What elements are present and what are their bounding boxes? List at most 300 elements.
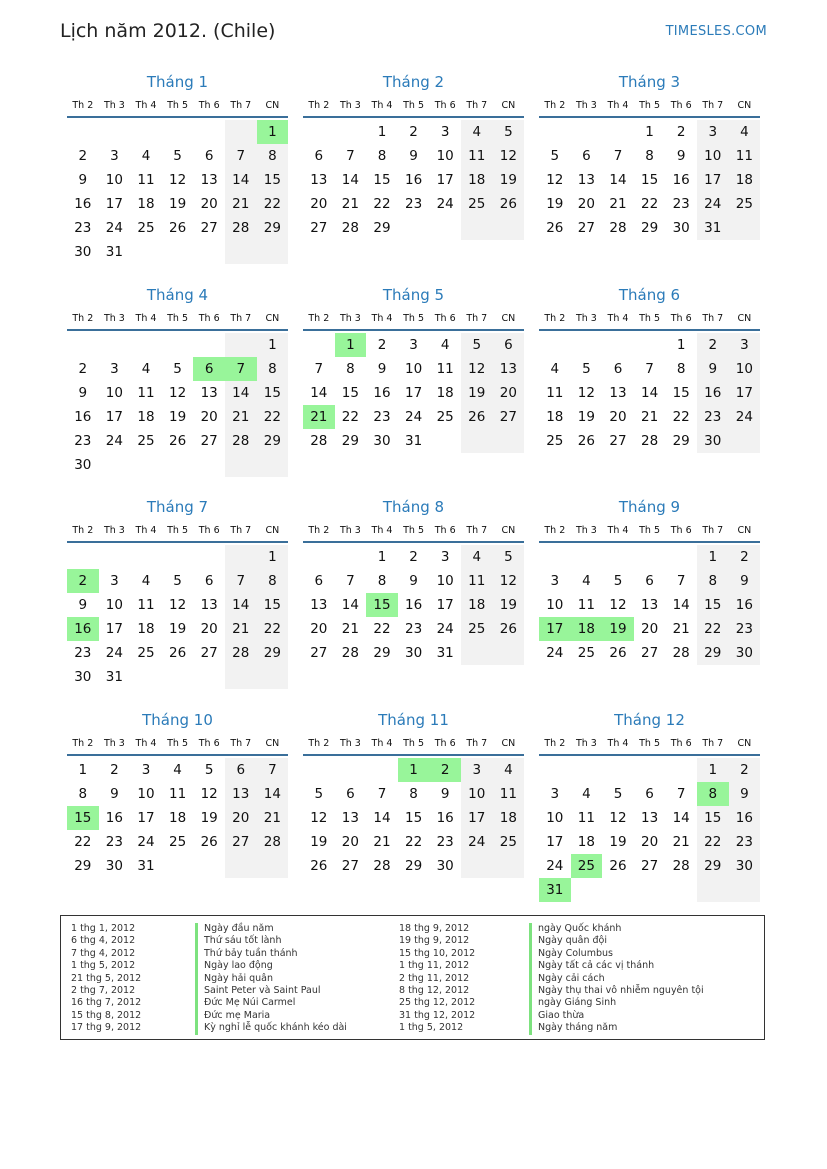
day-cell[interactable]: 6 <box>582 148 591 164</box>
day-cell[interactable]: 16 <box>729 593 761 617</box>
day-cell[interactable]: 2 <box>676 124 686 140</box>
day-cell[interactable]: 3 <box>110 361 119 377</box>
day-cell[interactable]: 28 <box>257 830 289 854</box>
day-cell[interactable]: 5 <box>173 573 182 589</box>
day-cell[interactable]: 29 <box>373 220 391 236</box>
day-cell[interactable]: 3 <box>440 124 450 140</box>
day-cell[interactable]: 15 <box>257 593 289 617</box>
day-cell[interactable]: 12 <box>577 385 595 401</box>
day-cell[interactable]: 18 <box>493 806 525 830</box>
day-cell[interactable]: 24 <box>137 834 155 850</box>
day-cell[interactable]: 28 <box>609 220 627 236</box>
day-cell[interactable]: 29 <box>257 641 289 665</box>
day-cell[interactable]: 8 <box>377 573 387 589</box>
day-cell[interactable]: 23 <box>74 433 92 449</box>
day-cell[interactable]: 19 <box>200 810 218 826</box>
day-cell[interactable]: 8 <box>697 569 729 593</box>
day-cell[interactable]: 8 <box>257 144 289 168</box>
day-cell[interactable]: 3 <box>729 333 761 357</box>
day-cell[interactable]: 16 <box>729 806 761 830</box>
day-cell[interactable]: 30 <box>373 433 391 449</box>
day-cell[interactable]: 8 <box>676 361 686 377</box>
day-cell[interactable]: 7 <box>676 786 686 802</box>
day-cell[interactable]: 21 <box>341 196 359 212</box>
day-cell[interactable]: 29 <box>672 433 690 449</box>
day-cell[interactable]: 1 <box>377 124 387 140</box>
day-cell[interactable]: 10 <box>404 361 423 377</box>
day-cell[interactable]: 17 <box>105 621 123 637</box>
day-cell[interactable]: 20 <box>640 834 659 850</box>
day-cell[interactable]: 21 <box>225 192 257 216</box>
day-cell[interactable]: 15 <box>640 172 659 188</box>
day-cell[interactable]: 3 <box>461 758 493 782</box>
day-cell[interactable]: 27 <box>225 830 257 854</box>
day-cell[interactable]: 12 <box>168 172 187 188</box>
day-cell[interactable]: 10 <box>436 148 454 164</box>
day-cell[interactable]: 15 <box>672 385 690 401</box>
day-cell[interactable]: 17 <box>461 806 493 830</box>
day-cell[interactable]: 6 <box>314 148 324 164</box>
day-cell[interactable]: 12 <box>168 597 187 613</box>
day-cell[interactable]: 5 <box>204 762 214 778</box>
day-cell[interactable]: 9 <box>440 786 450 802</box>
day-cell[interactable]: 13 <box>200 172 218 188</box>
day-cell[interactable]: 20 <box>200 621 218 637</box>
day-cell[interactable]: 16 <box>105 810 123 826</box>
day-cell[interactable]: 21 <box>225 405 257 429</box>
day-cell[interactable]: 13 <box>225 782 257 806</box>
day-cell[interactable]: 31 <box>105 669 123 685</box>
day-cell[interactable]: 14 <box>310 385 328 401</box>
day-cell[interactable]: 4 <box>173 762 182 778</box>
day-cell[interactable]: 27 <box>200 645 218 661</box>
day-cell[interactable]: 30 <box>74 669 92 685</box>
day-cell[interactable]: 26 <box>577 433 595 449</box>
day-cell[interactable]: 28 <box>373 858 391 874</box>
day-cell[interactable]: 9 <box>110 786 119 802</box>
day-cell[interactable]: 1 <box>697 545 729 569</box>
day-cell[interactable]: 5 <box>493 120 525 144</box>
day-cell[interactable]: 25 <box>137 220 155 236</box>
day-cell[interactable]: 7 <box>314 361 324 377</box>
day-cell[interactable]: 22 <box>373 196 391 212</box>
day-cell[interactable]: 4 <box>141 361 151 377</box>
day-cell[interactable]: 13 <box>310 597 328 613</box>
day-cell[interactable]: 19 <box>461 381 493 405</box>
day-cell[interactable]: 9 <box>78 597 88 613</box>
day-cell[interactable]: 19 <box>577 409 595 425</box>
day-cell[interactable]: 31 <box>137 858 155 874</box>
day-cell[interactable]: 28 <box>672 858 690 874</box>
day-cell[interactable]: 1 <box>645 124 654 140</box>
day-cell[interactable]: 5 <box>613 573 623 589</box>
day-cell[interactable]: 13 <box>200 385 218 401</box>
day-cell[interactable]: 4 <box>440 337 450 353</box>
day-cell[interactable]: 27 <box>493 405 525 429</box>
day-cell[interactable]: 11 <box>729 144 761 168</box>
day-cell[interactable]: 12 <box>546 172 564 188</box>
day-cell[interactable]: 29 <box>74 858 92 874</box>
day-cell[interactable]: 18 <box>168 810 187 826</box>
day-cell[interactable]: 18 <box>461 168 493 192</box>
day-cell[interactable]: 27 <box>640 645 659 661</box>
day-cell[interactable]: 15 <box>404 810 423 826</box>
day-cell[interactable]: 18 <box>137 621 155 637</box>
day-cell[interactable]: 16 <box>436 810 454 826</box>
day-cell[interactable]: 13 <box>493 357 525 381</box>
day-cell[interactable]: 11 <box>461 569 493 593</box>
day-cell[interactable]: 25 <box>436 409 454 425</box>
day-cell[interactable]: 26 <box>461 405 493 429</box>
day-cell[interactable]: 6 <box>613 361 623 377</box>
day-cell[interactable]: 1 <box>257 333 289 357</box>
day-cell[interactable]: 25 <box>546 433 564 449</box>
day-cell[interactable]: 21 <box>672 834 690 850</box>
day-cell[interactable]: 19 <box>546 196 564 212</box>
day-cell[interactable]: 18 <box>729 168 761 192</box>
day-cell[interactable]: 29 <box>341 433 359 449</box>
holiday-day-cell[interactable]: 8 <box>697 782 729 806</box>
day-cell[interactable]: 6 <box>645 573 654 589</box>
day-cell[interactable]: 13 <box>640 597 659 613</box>
day-cell[interactable]: 28 <box>640 433 659 449</box>
day-cell[interactable]: 27 <box>577 220 595 236</box>
day-cell[interactable]: 2 <box>409 549 418 565</box>
day-cell[interactable]: 21 <box>225 617 257 641</box>
day-cell[interactable]: 29 <box>373 645 391 661</box>
day-cell[interactable]: 30 <box>105 858 123 874</box>
day-cell[interactable]: 23 <box>74 645 92 661</box>
day-cell[interactable]: 24 <box>105 433 123 449</box>
day-cell[interactable]: 12 <box>168 385 187 401</box>
day-cell[interactable]: 5 <box>582 361 591 377</box>
day-cell[interactable]: 8 <box>409 786 418 802</box>
day-cell[interactable]: 11 <box>546 385 564 401</box>
day-cell[interactable]: 9 <box>409 573 418 589</box>
day-cell[interactable]: 12 <box>461 357 493 381</box>
day-cell[interactable]: 6 <box>314 573 324 589</box>
day-cell[interactable]: 17 <box>137 810 155 826</box>
day-cell[interactable]: 1 <box>78 762 88 778</box>
day-cell[interactable]: 19 <box>168 621 187 637</box>
day-cell[interactable]: 4 <box>493 758 525 782</box>
day-cell[interactable]: 4 <box>141 573 151 589</box>
day-cell[interactable]: 19 <box>493 168 525 192</box>
day-cell[interactable]: 17 <box>404 385 423 401</box>
day-cell[interactable]: 3 <box>697 120 729 144</box>
day-cell[interactable]: 9 <box>697 357 729 381</box>
day-cell[interactable]: 22 <box>672 409 690 425</box>
day-cell[interactable]: 26 <box>168 433 187 449</box>
day-cell[interactable]: 2 <box>697 333 729 357</box>
day-cell[interactable]: 23 <box>672 196 690 212</box>
day-cell[interactable]: 28 <box>225 216 257 240</box>
day-cell[interactable]: 25 <box>493 830 525 854</box>
day-cell[interactable]: 17 <box>436 172 454 188</box>
day-cell[interactable]: 25 <box>461 192 493 216</box>
day-cell[interactable]: 9 <box>409 148 418 164</box>
holiday-day-cell[interactable]: 1 <box>335 333 367 357</box>
day-cell[interactable]: 13 <box>609 385 627 401</box>
day-cell[interactable]: 8 <box>78 786 88 802</box>
day-cell[interactable]: 26 <box>609 858 627 874</box>
day-cell[interactable]: 11 <box>577 810 595 826</box>
day-cell[interactable]: 24 <box>697 192 729 216</box>
day-cell[interactable]: 4 <box>582 786 591 802</box>
day-cell[interactable]: 31 <box>404 433 423 449</box>
day-cell[interactable]: 3 <box>110 573 119 589</box>
day-cell[interactable]: 24 <box>436 196 454 212</box>
day-cell[interactable]: 30 <box>436 858 454 874</box>
day-cell[interactable]: 4 <box>141 148 151 164</box>
day-cell[interactable]: 21 <box>609 196 627 212</box>
day-cell[interactable]: 21 <box>672 621 690 637</box>
day-cell[interactable]: 8 <box>377 148 387 164</box>
day-cell[interactable]: 5 <box>173 361 182 377</box>
day-cell[interactable]: 2 <box>78 361 88 377</box>
day-cell[interactable]: 20 <box>609 409 627 425</box>
day-cell[interactable]: 13 <box>640 810 659 826</box>
day-cell[interactable]: 26 <box>609 645 627 661</box>
day-cell[interactable]: 28 <box>225 641 257 665</box>
day-cell[interactable]: 18 <box>137 196 155 212</box>
day-cell[interactable]: 6 <box>493 333 525 357</box>
day-cell[interactable]: 18 <box>461 593 493 617</box>
day-cell[interactable]: 9 <box>78 172 88 188</box>
day-cell[interactable]: 14 <box>225 381 257 405</box>
day-cell[interactable]: 5 <box>550 148 560 164</box>
day-cell[interactable]: 8 <box>257 569 289 593</box>
day-cell[interactable]: 22 <box>257 617 289 641</box>
day-cell[interactable]: 15 <box>257 381 289 405</box>
day-cell[interactable]: 25 <box>168 834 187 850</box>
day-cell[interactable]: 16 <box>672 172 690 188</box>
holiday-day-cell[interactable]: 16 <box>67 617 99 641</box>
day-cell[interactable]: 30 <box>697 429 729 453</box>
day-cell[interactable]: 4 <box>550 361 560 377</box>
day-cell[interactable]: 8 <box>346 361 355 377</box>
day-cell[interactable]: 31 <box>436 645 454 661</box>
day-cell[interactable]: 7 <box>346 148 355 164</box>
holiday-day-cell[interactable]: 6 <box>193 357 225 381</box>
day-cell[interactable]: 23 <box>436 834 454 850</box>
day-cell[interactable]: 6 <box>204 573 214 589</box>
day-cell[interactable]: 20 <box>341 834 359 850</box>
day-cell[interactable]: 3 <box>440 549 450 565</box>
day-cell[interactable]: 26 <box>168 220 187 236</box>
day-cell[interactable]: 23 <box>74 220 92 236</box>
day-cell[interactable]: 28 <box>310 433 328 449</box>
day-cell[interactable]: 14 <box>672 597 690 613</box>
day-cell[interactable]: 24 <box>461 830 493 854</box>
day-cell[interactable]: 27 <box>310 220 328 236</box>
day-cell[interactable]: 29 <box>404 858 423 874</box>
holiday-day-cell[interactable]: 1 <box>257 120 289 144</box>
day-cell[interactable]: 12 <box>609 597 627 613</box>
day-cell[interactable]: 27 <box>341 858 359 874</box>
day-cell[interactable]: 10 <box>105 385 123 401</box>
day-cell[interactable]: 29 <box>257 216 289 240</box>
day-cell[interactable]: 2 <box>729 545 761 569</box>
day-cell[interactable]: 10 <box>729 357 761 381</box>
holiday-day-cell[interactable]: 21 <box>303 405 335 429</box>
day-cell[interactable]: 19 <box>168 196 187 212</box>
day-cell[interactable]: 23 <box>373 409 391 425</box>
day-cell[interactable]: 11 <box>137 597 155 613</box>
day-cell[interactable]: 8 <box>257 357 289 381</box>
day-cell[interactable]: 29 <box>257 429 289 453</box>
day-cell[interactable]: 10 <box>105 597 123 613</box>
day-cell[interactable]: 22 <box>257 192 289 216</box>
day-cell[interactable]: 24 <box>105 220 123 236</box>
day-cell[interactable]: 17 <box>546 834 564 850</box>
day-cell[interactable]: 6 <box>204 148 214 164</box>
day-cell[interactable]: 5 <box>173 148 182 164</box>
day-cell[interactable]: 26 <box>546 220 564 236</box>
day-cell[interactable]: 10 <box>105 172 123 188</box>
day-cell[interactable]: 6 <box>645 786 654 802</box>
day-cell[interactable]: 27 <box>310 645 328 661</box>
day-cell[interactable]: 19 <box>310 834 328 850</box>
day-cell[interactable]: 18 <box>436 385 454 401</box>
day-cell[interactable]: 19 <box>609 834 627 850</box>
day-cell[interactable]: 1 <box>676 337 686 353</box>
day-cell[interactable]: 17 <box>436 597 454 613</box>
day-cell[interactable]: 10 <box>546 810 564 826</box>
day-cell[interactable]: 14 <box>341 172 359 188</box>
day-cell[interactable]: 17 <box>105 409 123 425</box>
day-cell[interactable]: 30 <box>404 645 423 661</box>
day-cell[interactable]: 26 <box>493 192 525 216</box>
day-cell[interactable]: 3 <box>550 573 560 589</box>
day-cell[interactable]: 19 <box>493 593 525 617</box>
day-cell[interactable]: 11 <box>137 385 155 401</box>
day-cell[interactable]: 11 <box>436 361 454 377</box>
day-cell[interactable]: 22 <box>74 834 92 850</box>
day-cell[interactable]: 31 <box>697 216 729 240</box>
day-cell[interactable]: 5 <box>461 333 493 357</box>
day-cell[interactable]: 13 <box>200 597 218 613</box>
day-cell[interactable]: 31 <box>105 244 123 260</box>
day-cell[interactable]: 20 <box>225 806 257 830</box>
day-cell[interactable]: 18 <box>577 834 595 850</box>
day-cell[interactable]: 22 <box>404 834 423 850</box>
day-cell[interactable]: 27 <box>640 858 659 874</box>
day-cell[interactable]: 21 <box>341 621 359 637</box>
day-cell[interactable]: 4 <box>729 120 761 144</box>
day-cell[interactable]: 7 <box>676 573 686 589</box>
day-cell[interactable]: 20 <box>200 196 218 212</box>
day-cell[interactable]: 16 <box>404 172 423 188</box>
day-cell[interactable]: 11 <box>493 782 525 806</box>
day-cell[interactable]: 30 <box>672 220 690 236</box>
day-cell[interactable]: 18 <box>546 409 564 425</box>
day-cell[interactable]: 20 <box>493 381 525 405</box>
holiday-day-cell[interactable]: 31 <box>539 878 571 902</box>
day-cell[interactable]: 14 <box>257 782 289 806</box>
day-cell[interactable]: 1 <box>697 758 729 782</box>
day-cell[interactable]: 15 <box>697 593 729 617</box>
day-cell[interactable]: 21 <box>373 834 391 850</box>
day-cell[interactable]: 23 <box>729 617 761 641</box>
day-cell[interactable]: 12 <box>493 144 525 168</box>
day-cell[interactable]: 26 <box>310 858 328 874</box>
day-cell[interactable]: 6 <box>346 786 355 802</box>
day-cell[interactable]: 3 <box>550 786 560 802</box>
day-cell[interactable]: 2 <box>729 758 761 782</box>
day-cell[interactable]: 30 <box>729 641 761 665</box>
day-cell[interactable]: 28 <box>341 645 359 661</box>
day-cell[interactable]: 17 <box>729 381 761 405</box>
holiday-day-cell[interactable]: 2 <box>67 569 99 593</box>
day-cell[interactable]: 17 <box>105 196 123 212</box>
day-cell[interactable]: 3 <box>141 762 151 778</box>
day-cell[interactable]: 16 <box>74 409 92 425</box>
brand-link[interactable]: TIMESLES.COM <box>665 24 767 39</box>
day-cell[interactable]: 24 <box>729 405 761 429</box>
day-cell[interactable]: 25 <box>137 433 155 449</box>
day-cell[interactable]: 11 <box>137 172 155 188</box>
day-cell[interactable]: 14 <box>225 593 257 617</box>
day-cell[interactable]: 3 <box>110 148 119 164</box>
day-cell[interactable]: 15 <box>373 172 391 188</box>
holiday-day-cell[interactable]: 17 <box>539 617 571 641</box>
day-cell[interactable]: 13 <box>310 172 328 188</box>
day-cell[interactable]: 30 <box>729 854 761 878</box>
day-cell[interactable]: 23 <box>105 834 123 850</box>
day-cell[interactable]: 6 <box>225 758 257 782</box>
day-cell[interactable]: 14 <box>225 168 257 192</box>
day-cell[interactable]: 24 <box>404 409 423 425</box>
day-cell[interactable]: 11 <box>461 144 493 168</box>
day-cell[interactable]: 14 <box>672 810 690 826</box>
holiday-day-cell[interactable]: 15 <box>366 593 398 617</box>
day-cell[interactable]: 13 <box>341 810 359 826</box>
day-cell[interactable]: 17 <box>697 168 729 192</box>
day-cell[interactable]: 28 <box>341 220 359 236</box>
day-cell[interactable]: 30 <box>74 457 92 473</box>
day-cell[interactable]: 9 <box>78 385 88 401</box>
day-cell[interactable]: 15 <box>257 168 289 192</box>
day-cell[interactable]: 21 <box>257 806 289 830</box>
day-cell[interactable]: 2 <box>409 124 418 140</box>
day-cell[interactable]: 14 <box>609 172 627 188</box>
day-cell[interactable]: 5 <box>314 786 324 802</box>
day-cell[interactable]: 24 <box>546 858 564 874</box>
day-cell[interactable]: 4 <box>582 573 591 589</box>
day-cell[interactable]: 29 <box>697 854 729 878</box>
day-cell[interactable]: 10 <box>137 786 155 802</box>
day-cell[interactable]: 20 <box>310 621 328 637</box>
day-cell[interactable]: 20 <box>310 196 328 212</box>
day-cell[interactable]: 22 <box>257 405 289 429</box>
day-cell[interactable]: 2 <box>377 337 387 353</box>
day-cell[interactable]: 29 <box>697 641 729 665</box>
day-cell[interactable]: 11 <box>168 786 187 802</box>
day-cell[interactable]: 24 <box>436 621 454 637</box>
day-cell[interactable]: 7 <box>257 758 289 782</box>
day-cell[interactable]: 29 <box>640 220 659 236</box>
day-cell[interactable]: 19 <box>168 409 187 425</box>
day-cell[interactable]: 4 <box>461 545 493 569</box>
day-cell[interactable]: 16 <box>74 196 92 212</box>
day-cell[interactable]: 27 <box>200 433 218 449</box>
day-cell[interactable]: 5 <box>613 786 623 802</box>
day-cell[interactable]: 2 <box>78 148 88 164</box>
day-cell[interactable]: 1 <box>377 549 387 565</box>
holiday-day-cell[interactable]: 25 <box>571 854 603 878</box>
day-cell[interactable]: 10 <box>697 144 729 168</box>
